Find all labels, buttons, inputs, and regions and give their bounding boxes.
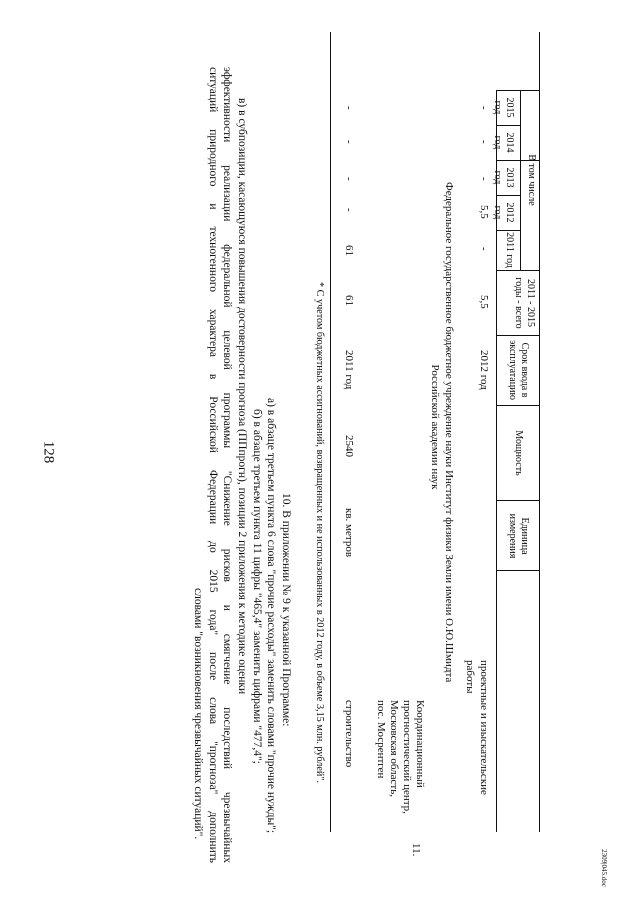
column-divider [497, 335, 540, 336]
row-11-2011: 61 [343, 245, 355, 256]
amendment-c-line-2: эффективности реализации федеральной целевой программы "Снижение рисков и смягчение последствий чрезвычайных [221, 67, 233, 863]
column-divider [497, 500, 540, 501]
header-including: В том числе [526, 154, 537, 206]
header-total: 2011 - 2015 годы - всего [513, 277, 536, 329]
row-11-name-1: Координационный [414, 700, 426, 788]
header-2015: 2015 год [492, 97, 515, 118]
amendment-item-10: 10. В приложении № 9 к указанной Программе: [280, 493, 292, 727]
design-works-2012: 5,5 [478, 205, 490, 219]
column-divider [497, 405, 540, 406]
amendment-a: а) в абзаце третьем пункта 6 слова "прочие расходы" заменить словами "прочие нужды"; [265, 398, 277, 834]
row-11-commission: 2011 год [343, 350, 355, 390]
design-works-2011: - [478, 247, 490, 251]
row-11-2012: - [343, 208, 355, 212]
row-11-total: 61 [343, 295, 355, 306]
amendment-b: б) в абзаце третьем пункта 11 цифры "465,4" заменить цифрами "477,4"; [251, 409, 263, 764]
row-11-name-3: Московская область, [388, 700, 400, 797]
row-11-2013: - [343, 177, 355, 181]
row-11-type: строительство [343, 700, 355, 768]
header-2012: 2012 год [492, 202, 515, 223]
design-works-2013: - [478, 177, 490, 181]
document-code: 2309|045.doc [600, 849, 608, 887]
design-works-2015: - [478, 106, 490, 110]
header-2013: 2013 год [492, 167, 515, 188]
including-subheader-line [520, 90, 521, 270]
institution-name-line-2: Российской академии наук [429, 364, 441, 490]
footnote: * С учетом бюджетных ассигнований, возвращенных и не использованных в 2012 году, в объеме 3,15 млн. рублей". [314, 282, 325, 784]
design-works-2014: - [478, 140, 490, 144]
table-bottom-border [330, 32, 331, 832]
row-11-name-2: прогностический центр, [401, 700, 413, 814]
row-11-2014: - [343, 140, 355, 144]
amendment-c-line-4: словами "возникновения чрезвычайных ситуаций". [192, 588, 204, 840]
row-11-unit: кв. метров [343, 508, 355, 558]
column-divider [497, 270, 540, 271]
institution-name-line-1: Федеральное государственное бюджетное учреждение науки Институт физики Земли имени О.Ю.Шмидта [443, 182, 455, 683]
amendment-c-line-1: в) в субпозиции, касающуюся повышения достоверности прогноза (ППпрогн), позиции 2 приложения к методике оценки [236, 98, 248, 695]
row-11-capacity: 2540 [343, 435, 355, 457]
design-works-commission: 2012 год [478, 350, 490, 390]
design-works-total: 5,5 [478, 295, 490, 309]
row-11-name-4: пос. Мосрентген [375, 700, 387, 779]
table-top-border [539, 32, 540, 832]
header-2014: 2014 год [492, 132, 515, 153]
header-commission: Срок ввода в эксплуатацию [507, 340, 530, 400]
design-works-label-2: работы [464, 660, 476, 694]
column-divider [497, 570, 540, 571]
amendment-c-line-3: ситуаций природного и техногенного характера в Российской Федерации до 2015 года" после слова "прогноза" дополнить [207, 67, 219, 863]
design-works-label-1: проектные и изыскательские [478, 660, 490, 795]
row-11-number: 11. [410, 843, 422, 857]
header-unit: Единица измерения [507, 513, 530, 559]
row-11-2015: - [343, 106, 355, 110]
page-number: 128 [40, 440, 57, 464]
header-2011: 2011 год [504, 232, 515, 268]
header-capacity: Мощность [513, 430, 524, 476]
